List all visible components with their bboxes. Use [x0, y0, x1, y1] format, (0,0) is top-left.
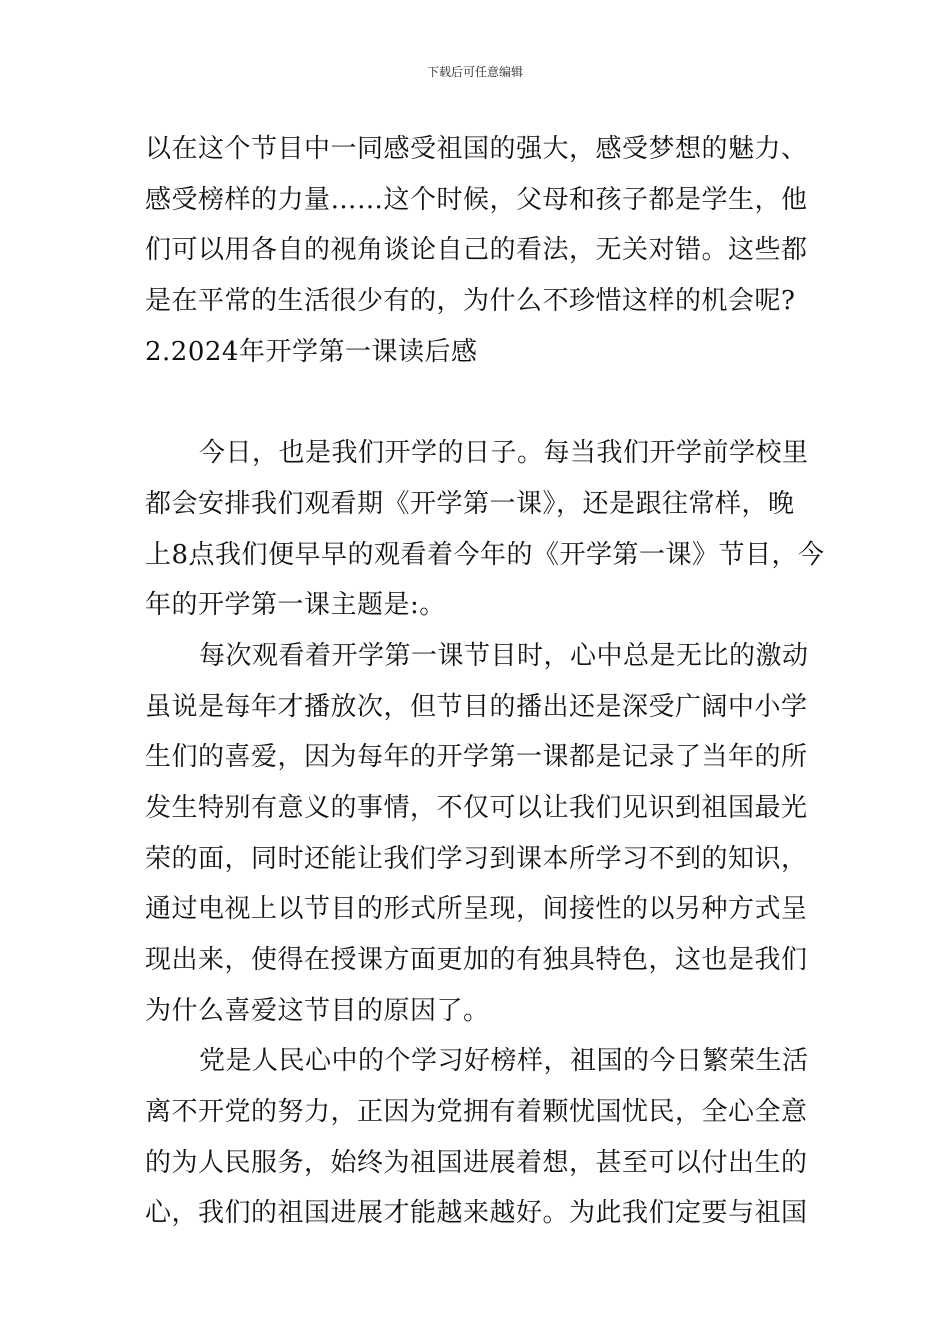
- text-line: 们可以用各自的视角谈论自己的看法，无关对错。这些都: [145, 235, 808, 266]
- text-line: 年的开学第一课主题是:。: [145, 590, 446, 621]
- page-header: 下载后可任意编辑: [426, 65, 523, 79]
- text-line: 今日，也是我们开学的日子。每当我们开学前学校里: [199, 438, 809, 469]
- blank-line: [145, 377, 805, 428]
- text-line: 以在这个节目中一同感受祖国的强大，感受梦想的魅力、: [145, 134, 808, 164]
- text-line: 上8点我们便早早的观看着今年的《开学第一课》节目，今: [145, 539, 825, 570]
- text-line: 心，我们的祖国进展才能越来越好。为此我们定要与祖国: [145, 1198, 808, 1229]
- text-line: 是在平常的生活很少有的，为什么不珍惜这样的机会呢?: [145, 286, 796, 317]
- text-line: 每次观看着开学第一课节目时，心中总是无比的激动: [199, 640, 809, 671]
- text-line: 感受榜样的力量……这个时候，父母和孩子都是学生，他: [145, 184, 808, 215]
- text-line: 党是人民心中的个学习好榜样，祖国的今日繁荣生活: [199, 1046, 809, 1077]
- text-line: 都会安排我们观看期《开学第一课》，还是跟往常样，晚: [145, 488, 795, 519]
- text-line: 2.2024年开学第一课读后感: [145, 336, 478, 367]
- document-body: [145, 124, 825, 1239]
- text-line: 生们的喜爱，因为每年的开学第一课都是记录了当年的所: [145, 742, 808, 773]
- text-line: 荣的面，同时还能让我们学习到课本所学习不到的知识，: [145, 843, 808, 874]
- text-line: 的为人民服务，始终为祖国进展着想，甚至可以付出生的: [145, 1147, 808, 1178]
- text-line: 虽说是每年才播放次，但节目的播出还是深受广阔中小学: [145, 691, 808, 722]
- text-line: 现出来，使得在授课方面更加的有独具特色，这也是我们: [145, 945, 808, 975]
- text-line: 发生特别有意义的事情，不仅可以让我们见识到祖国最光: [145, 792, 808, 823]
- text-line: 通过电视上以节目的形式所呈现，间接性的以另种方式呈: [145, 894, 808, 925]
- text-line: 为什么喜爱这节目的原因了。: [145, 995, 490, 1026]
- text-line: 离不开党的努力，正因为党拥有着颗忧国忧民，全心全意: [145, 1097, 808, 1128]
